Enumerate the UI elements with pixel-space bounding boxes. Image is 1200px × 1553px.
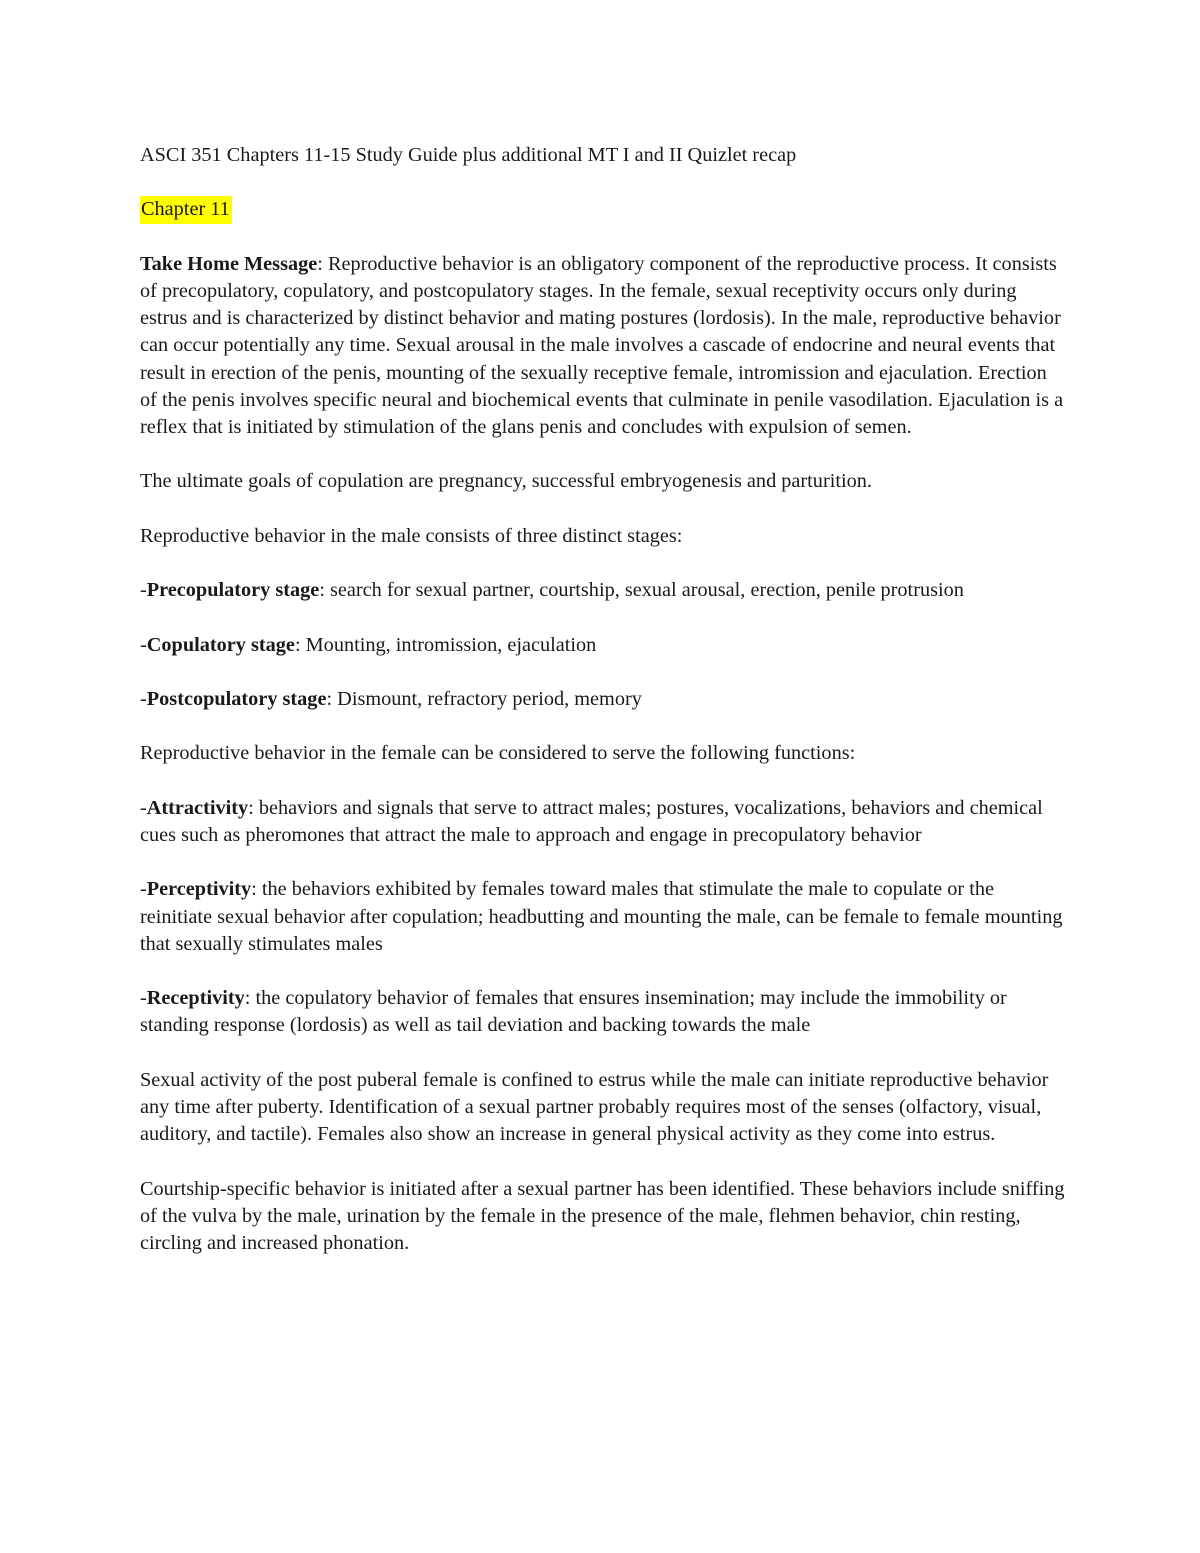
bullet-dash: -	[140, 687, 147, 710]
bullet-dash: -	[140, 878, 147, 901]
female-function-item	[140, 795, 1065, 849]
male-stage-item	[140, 632, 1065, 659]
male-stage-term: Copulatory stage	[146, 633, 295, 656]
female-function-item	[140, 985, 1065, 1039]
take-home-paragraph	[140, 251, 1065, 441]
take-home-label: Take Home Message	[140, 252, 318, 275]
chapter-heading	[140, 196, 1065, 223]
male-stage-desc: : Mounting, intromission, ejaculation	[294, 633, 597, 656]
bullet-dash: -	[140, 987, 147, 1010]
female-function-item	[140, 876, 1065, 958]
document-title: ASCI 351 Chapters 11-15 Study Guide plus additional MT I and II Quizlet recap	[140, 144, 797, 166]
female-function-desc: : behaviors and signals that serve to attract males; postures, vocalizations, behaviors and chemical cues such as pheromones that attract the male to approach and engage in precopulatory behavior	[140, 796, 1043, 846]
female-function-desc: : the copulatory behavior of females that ensures insemination; may include the immobility or standing response (lordosis) as well as tail deviation and backing towards the male	[140, 987, 1007, 1037]
female-function-term: Attractivity	[146, 796, 249, 819]
male-stage-desc: : search for sexual partner, courtship, sexual arousal, erection, penile protrusion	[319, 579, 964, 602]
female-intro-paragraph: Reproductive behavior in the female can be considered to serve the following functions:	[140, 742, 856, 765]
courtship-paragraph: Courtship-specific behavior is initiated after a sexual partner has been identified. These behaviors include sniffing of the vulva by the male, urination by the female in the presence of the male, flehmen behavior, chin resting, circling and increased phonation.	[140, 1177, 1065, 1254]
male-stage-desc: : Dismount, refractory period, memory	[326, 687, 642, 710]
female-function-term: Receptivity	[146, 987, 245, 1010]
female-function-term: Perceptivity	[146, 878, 252, 901]
male-stage-term: Postcopulatory stage	[146, 687, 327, 710]
male-stage-term: Precopulatory stage	[146, 579, 320, 602]
bullet-dash: -	[140, 796, 147, 819]
take-home-text: : Reproductive behavior is an obligatory component of the reproductive process. It consists of precopulatory, copulatory, and postcopulatory stages. In the female, sexual receptivity occurs only during estrus and is characterized by distinct behavior and mating postures (lordosis). In the male, reproductive behavior can occur potentially any time. Sexual arousal in the male involves a cascade of endocrine and neural events that result in erection of the penis, mounting of the sexually receptive female, intromission and ejaculation. Erection of the penis involves specific neural and biochemical events that culminate in penile vasodilation. Ejaculation is a reflex that is initiated by stimulation of the glans penis and concludes with expulsion of semen.	[140, 252, 1064, 438]
male-stage-item	[140, 577, 1065, 604]
goals-paragraph: The ultimate goals of copulation are pregnancy, successful embryogenesis and parturition.	[140, 470, 872, 493]
bullet-dash: -	[140, 579, 147, 602]
bullet-dash: -	[140, 633, 147, 656]
chapter-label: Chapter 11	[140, 196, 232, 223]
document-body	[140, 142, 1065, 1284]
female-function-desc: : the behaviors exhibited by females toward males that stimulate the male to copulate or the reinitiate sexual behavior after copulation; headbutting and mounting the male, can be female to female mounting that sexually stimulates males	[140, 878, 1063, 955]
male-intro-paragraph: Reproductive behavior in the male consists of three distinct stages:	[140, 524, 683, 547]
estrus-paragraph: Sexual activity of the post puberal female is confined to estrus while the male can initiate reproductive behavior any time after puberty. Identification of a sexual partner probably requires most of the senses (olfactory, visual, auditory, and tactile). Females also show an increase in general physical activity as they come into estrus.	[140, 1068, 1049, 1146]
male-stage-item	[140, 686, 1065, 713]
